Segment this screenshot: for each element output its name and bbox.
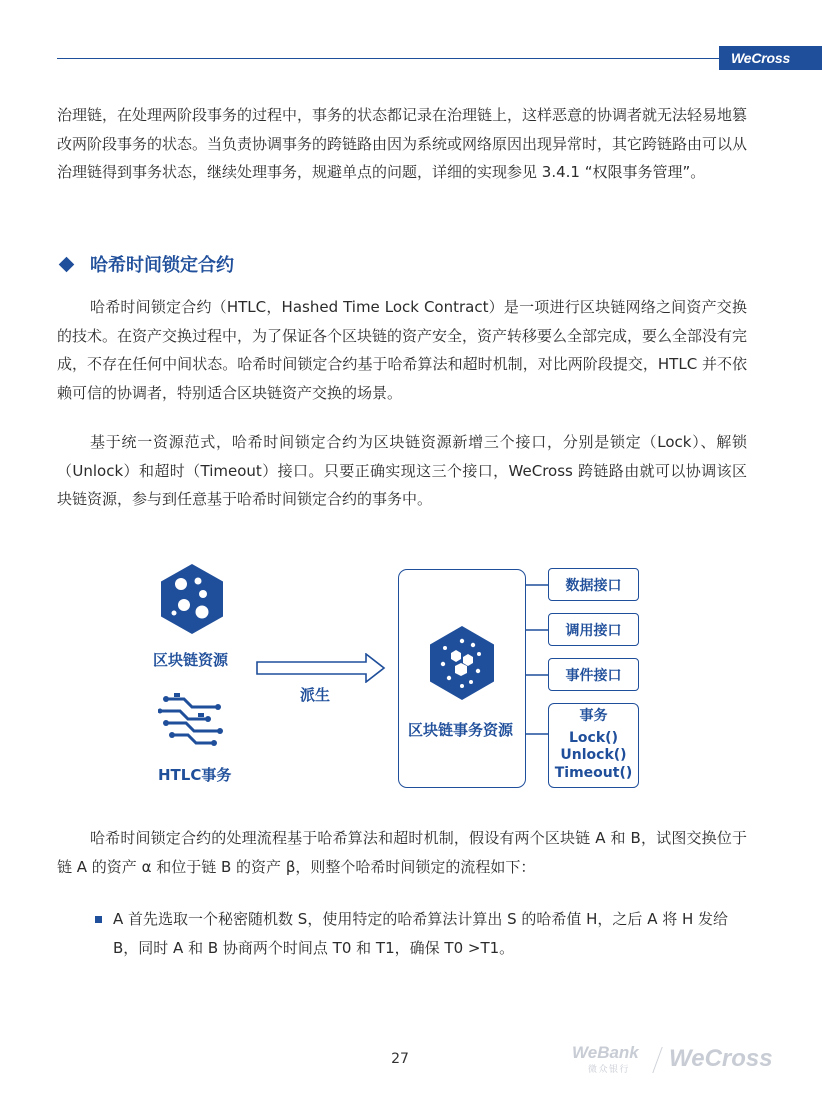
square-bullet-icon xyxy=(95,916,102,923)
unlock-method: Unlock() xyxy=(560,747,627,763)
transaction-interface-box xyxy=(548,703,639,788)
htlc-transaction-label: HTLC事务 xyxy=(158,766,232,784)
paragraph-htlc-interfaces: 基于统一资源范式，哈希时间锁定合约为区块链资源新增三个接口，分别是锁定（Lock）、解锁（Unlock）和超时（Timeout）接口。只要正确实现这三个接口，WeCross 跨链路由就可以协调该区块链资源，参与到任意基于哈希时间锁定合约的事务中。 xyxy=(57,433,747,508)
header-rule xyxy=(57,58,719,59)
transaction-title: 事务 xyxy=(579,708,608,724)
timeout-method: Timeout() xyxy=(554,764,633,781)
event-interface-box: 事件接口 xyxy=(548,658,639,691)
section-heading xyxy=(57,250,234,278)
blockchain-resource-icon xyxy=(160,564,224,634)
webank-logo: WeBank xyxy=(572,1043,639,1062)
list-item xyxy=(95,905,745,962)
section-title: 哈希时间锁定合约 xyxy=(90,255,234,276)
connector-lines xyxy=(526,569,550,769)
header-brand-logo: WeCross xyxy=(719,46,822,70)
list-item-text: A 首先选取一个秘密随机数 S，使用特定的哈希算法计算出 S 的哈希值 H，之后 A 将 H 发给 B，同时 A 和 B 协商两个时间点 T0 和 T1，确保 T0 >T1。 xyxy=(113,910,729,957)
derive-label: 派生 xyxy=(300,686,331,704)
blockchain-resource-label: 区块链资源 xyxy=(153,651,229,669)
derive-arrow-icon xyxy=(256,653,386,683)
blockchain-tx-resource-label: 区块链事务资源 xyxy=(408,721,514,739)
lock-method: Lock() xyxy=(569,729,618,746)
page-number: 27 xyxy=(391,1051,409,1067)
data-interface-box: 数据接口 xyxy=(548,568,639,601)
footer-divider xyxy=(652,1047,662,1073)
diamond-bullet-icon xyxy=(59,256,75,272)
htlc-resource-diagram xyxy=(140,556,660,796)
paragraph-governance-chain: 治理链，在处理两阶段事务的过程中，事务的状态都记录在治理链上，这样恶意的协调者就无法轻易地篡改两阶段事务的状态。当负责协调事务的跨链路由因为系统或网络原因出现异常时，其它跨链路由可以从治理链得到事务状态，继续处理事务，规避单点的问题，详细的实现参见 3.4.1 “权限事务管理”。 xyxy=(57,106,748,181)
paragraph-htlc-flow: 哈希时间锁定合约的处理流程基于哈希算法和超时机制，假设有两个区块链 A 和 B，试图交换位于链 A 的资产 α 和位于链 B 的资产 β，则整个哈希时间锁定的流程如下： xyxy=(57,829,747,876)
blockchain-tx-resource-icon xyxy=(429,626,495,700)
footer-logo xyxy=(572,1043,802,1079)
paragraph-htlc-intro: 哈希时间锁定合约（HTLC，Hashed Time Lock Contract）是一项进行区块链网络之间资产交换的技术。在资产交换过程中，为了保证各个区块链的资产安全，资产转移要么全部完成，要么全部没有完成，不存在任何中间状态。哈希时间锁定合约基于哈希算法和超时机制，对比两阶段提交，HTLC 并不依赖可信的协调者，特别适合区块链资产交换的场景。 xyxy=(57,298,748,402)
wecross-logo: WeCross xyxy=(669,1045,773,1072)
webank-logo-sub: 微众银行 xyxy=(588,1065,631,1075)
call-interface-box: 调用接口 xyxy=(548,613,639,646)
htlc-circuit-icon xyxy=(158,689,226,747)
